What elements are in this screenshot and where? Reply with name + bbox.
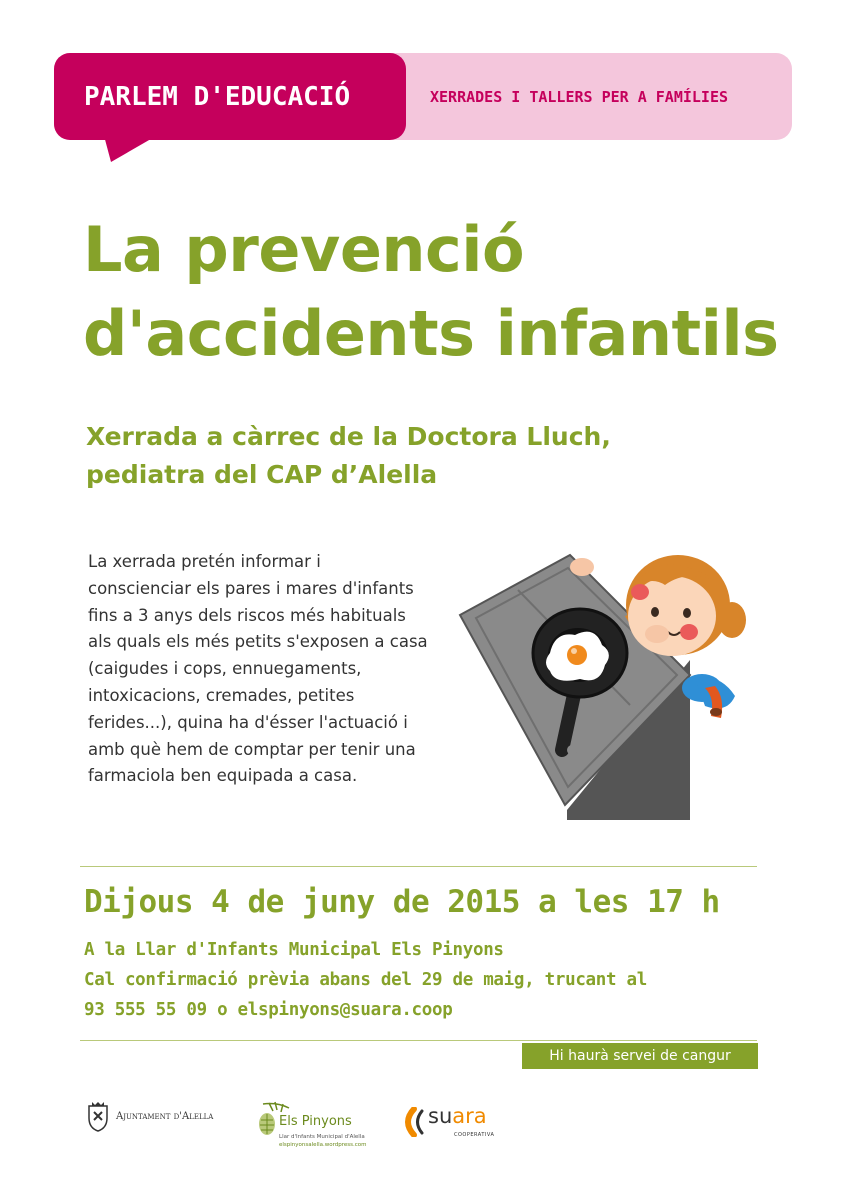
ajuntament-logo <box>86 1100 213 1132</box>
child-pigtail <box>718 602 746 638</box>
event-contact: 93 555 55 09 o elspinyons@suara.coop <box>84 1000 453 1020</box>
fried-egg-yolk <box>567 645 587 665</box>
event-details <box>84 935 647 1025</box>
suara-name <box>428 1104 487 1128</box>
title-line: La prevenció <box>83 213 525 286</box>
speaker-subtitle <box>86 418 611 494</box>
child-cheek-right <box>680 624 698 640</box>
ajuntament-name: Ajuntament d'Alella <box>116 1110 214 1122</box>
els-pinyons-url: elspinyonsalella.wordpress.com <box>279 1142 367 1148</box>
description-paragraph <box>88 549 448 790</box>
description-line: amb què hem de comptar per tenir una <box>88 739 416 759</box>
description-line: als quals els més petits s'exposen a casa <box>88 632 428 652</box>
page-title <box>83 208 779 376</box>
description-line: intoxicacions, cremades, petites <box>88 685 355 705</box>
divider-line <box>80 1040 757 1041</box>
child-eye-left <box>651 607 659 617</box>
header-subtitle: XERRADES I TALLERS PER A FAMÍLIES <box>430 88 729 106</box>
description-line: (caigudes i cops, ennuegaments, <box>88 659 362 679</box>
event-location: A la Llar d'Infants Municipal Els Pinyons <box>84 940 504 960</box>
stove-child-illustration <box>440 520 770 820</box>
child-hand-left <box>570 558 594 576</box>
child-cheek-left <box>631 584 649 600</box>
description-line: ferides...), quina ha d'ésser l'actuació i <box>88 712 408 732</box>
child-hand-right <box>645 625 669 643</box>
header-title: PARLEM D'EDUCACIÓ <box>84 82 351 112</box>
event-date: Dijous 4 de juny de 2015 a les 17 h <box>84 884 720 920</box>
subtitle-line: pediatra del CAP d’Alella <box>86 460 438 489</box>
event-confirmation: Cal confirmació prèvia abans del 29 de maig, trucant al <box>84 970 647 990</box>
title-line: d'accidents infantils <box>83 297 779 370</box>
suara-bracket-icon <box>400 1107 426 1137</box>
speech-bubble-tail <box>103 132 163 162</box>
description-line: fins a 3 anys dels riscos més habituals <box>88 605 406 625</box>
subtitle-line: Xerrada a càrrec de la Doctora Lluch, <box>86 422 611 451</box>
suara-name-part2: ara <box>452 1104 487 1128</box>
els-pinyons-subtitle <box>279 1133 366 1149</box>
child-eye-right <box>683 608 691 618</box>
description-line: La xerrada pretén informar i <box>88 552 321 571</box>
description-line: conscienciar els pares i mares d'infants <box>88 578 414 598</box>
coat-of-arms-icon <box>86 1100 110 1132</box>
suara-subtitle: COOPERATIVA <box>454 1132 495 1138</box>
suara-name-part1: su <box>428 1104 453 1128</box>
description-line: farmaciola ben equipada a casa. <box>88 766 358 786</box>
divider-line <box>80 866 757 867</box>
els-pinyons-tagline: Llar d'Infants Municipal d'Alella <box>279 1134 365 1140</box>
babysitting-badge: Hi haurà servei de cangur <box>522 1043 758 1069</box>
els-pinyons-name: Els Pinyons <box>279 1114 352 1129</box>
